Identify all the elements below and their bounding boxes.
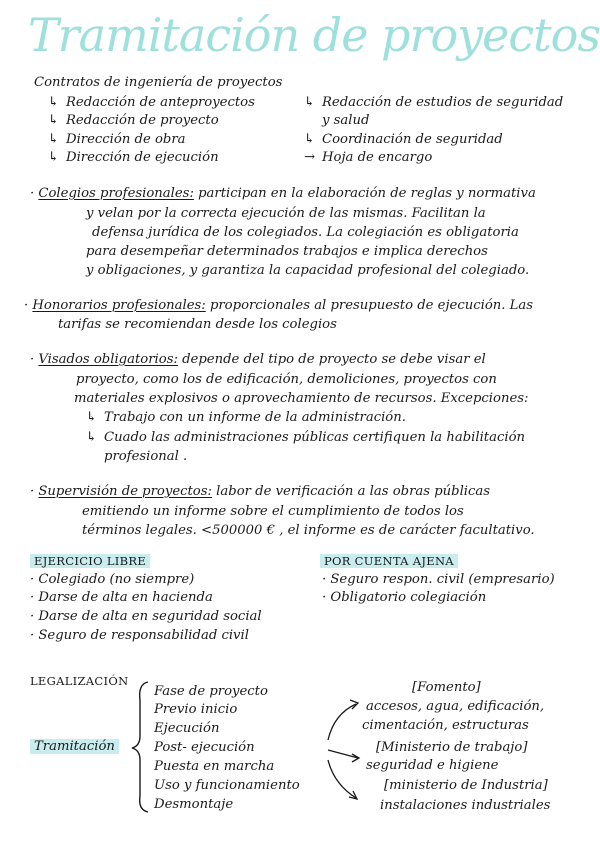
honorarios-line-1: · Honorarios profesionales: proporcionales al presupuesto de ejecución. Las (24, 298, 534, 313)
contract-right-1b: y salud (322, 113, 370, 128)
ajena-item: · Seguro respon. civil (empresario) (322, 572, 555, 587)
visados-exception-2b: profesional . (104, 449, 188, 464)
contract-left-2: ↳ Redacción de proyecto (48, 113, 219, 128)
industria-desc: instalaciones industriales (380, 798, 551, 813)
fase-item: Previo inicio (154, 702, 238, 717)
ejercicio-item: · Seguro de responsabilidad civil (30, 628, 249, 643)
visados-exception-1: ↳ Trabajo con un informe de la administración. (86, 410, 406, 425)
contract-right-1: ↳ Redacción de estudios de seguridad (304, 95, 564, 110)
arrow-icon: ↳ (304, 132, 316, 147)
contracts-heading: Contratos de ingeniería de proyectos (34, 75, 283, 90)
supervision-line-3: términos legales. <500000 € , el informe es de carácter facultativo. (82, 523, 535, 538)
contract-left-1: ↳ Redacción de anteproyectos (48, 95, 255, 110)
arrow-head-icon (349, 791, 357, 799)
ejercicio-heading: EJERCICIO LIBRE (30, 552, 150, 571)
brace-icon (132, 682, 148, 812)
page-title: Tramitación de proyectos (28, 8, 600, 62)
honorarios-line-2: tarifas se recomiendan desde los colegios (58, 317, 337, 332)
contract-right-2: ↳ Coordinación de seguridad (304, 132, 503, 147)
colegios-line-1: · Colegios profesionales: participan en la elaboración de reglas y normativa (30, 186, 536, 201)
arrow-line-icon (328, 750, 358, 758)
ajena-heading: POR CUENTA AJENA (320, 552, 458, 571)
fase-item: Fase de proyecto (154, 684, 268, 699)
contract-right-3: → Hoja de encargo (304, 150, 433, 165)
honorarios-label: Honorarios profesionales: (32, 298, 206, 313)
contract-left-4: ↳ Dirección de ejecución (48, 150, 219, 165)
ejercicio-item: · Darse de alta en hacienda (30, 590, 213, 605)
visados-line-1: · Visados obligatorios: depende del tipo de proyecto se debe visar el (30, 352, 486, 367)
arrow-line-icon (328, 760, 356, 798)
arrow-icon: ↳ (48, 150, 60, 165)
arrow-icon: ↳ (86, 430, 98, 445)
supervision-label: Supervisión de proyectos: (38, 484, 212, 499)
trabajo-desc: seguridad e higiene (366, 758, 499, 773)
industria-label: [ministerio de Industria] (384, 778, 548, 793)
supervision-line-2: emitiendo un informe sobre el cumplimiento de todos los (82, 504, 464, 519)
ejercicio-item: · Darse de alta en seguridad social (30, 609, 262, 624)
supervision-line-1: · Supervisión de proyectos: labor de verificación a las obras públicas (30, 484, 491, 499)
fase-item: Uso y funcionamiento (154, 778, 300, 793)
colegios-line-3: defensa jurídica de los colegiados. La colegiación es obligatoria (92, 225, 519, 240)
ajena-item: · Obligatorio colegiación (322, 590, 487, 605)
arrow-icon: ↳ (48, 113, 60, 128)
fase-item: Desmontaje (154, 797, 234, 812)
contract-left-3: ↳ Dirección de obra (48, 132, 186, 147)
fase-item: Ejecución (154, 721, 220, 736)
colegios-label: Colegios profesionales: (38, 186, 194, 201)
tramitacion-label: Tramitación (30, 737, 119, 756)
arrow-icon: ↳ (48, 132, 60, 147)
fomento-desc-2: cimentación, estructuras (362, 718, 529, 733)
visados-line-2: proyecto, como los de edificación, demoliciones, proyectos con (76, 372, 497, 387)
colegios-line-4: para desempeñar determinados trabajos e implica derechos (86, 244, 488, 259)
legalizacion-label: LEGALIZACIÓN (30, 674, 129, 688)
colegios-line-2: y velan por la correcta ejecución de las mismas. Facilitan la (86, 206, 486, 221)
fomento-label: [Fomento] (412, 680, 481, 695)
fase-item: Puesta en marcha (154, 759, 275, 774)
fomento-desc-1: accesos, agua, edificación, (366, 699, 545, 714)
arrow-icon: ↳ (48, 95, 60, 110)
trabajo-label: [Ministerio de trabajo] (376, 740, 528, 755)
arrow-icon: ↳ (86, 410, 98, 425)
arrow-icon: ↳ (304, 95, 316, 110)
visados-label: Visados obligatorios: (38, 352, 178, 367)
arrow-line-icon (328, 704, 356, 740)
visados-line-3: materiales explosivos o aprovechamiento de recursos. Excepciones: (74, 391, 529, 406)
arrow-icon: → (304, 150, 316, 165)
colegios-line-5: y obligaciones, y garantiza la capacidad profesional del colegiado. (86, 263, 530, 278)
visados-exception-2: ↳ Cuado las administraciones públicas certifiquen la habilitación (86, 430, 526, 445)
ejercicio-item: · Colegiado (no siempre) (30, 572, 195, 587)
fase-item: Post- ejecución (154, 740, 255, 755)
